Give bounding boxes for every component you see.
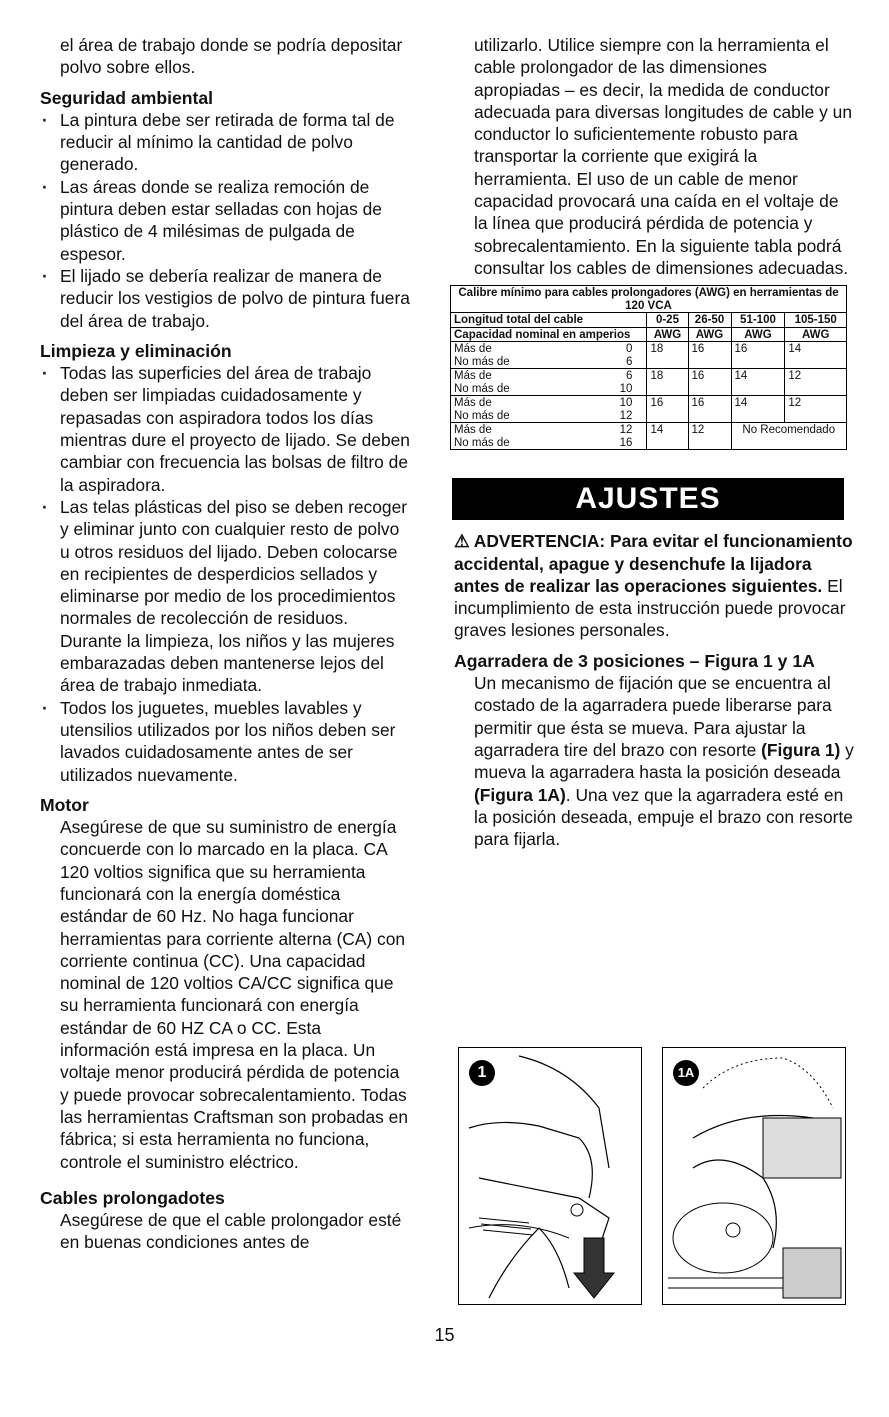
list-item: · Todas las superficies del área de trabajo deben ser limpiadas cuidadosamente y repasadas con aspiradora todos los días mientras dure el proyecto de lijado. Se deben cambiar con frecuencia las bolsas de filtro de la aspiradora.	[40, 362, 410, 496]
list-item: · Las telas plásticas del piso se deben recoger y eliminar junto con cualquier resto de polvo u otros residuos del lijado. Deben colocarse en recipientes de desperdicios sellados y eliminarse por medio de los procedimientos normales de recolección de residuos. Durante la limpieza, los niños y las mujeres embarazadas deben mantenerse lejos del área de trabajo inmediata.	[40, 496, 410, 697]
table-cell: 16	[688, 369, 731, 396]
table-cell: Más de	[454, 370, 492, 383]
table-cell: 14	[731, 396, 785, 423]
table-cell: 0	[626, 343, 633, 356]
table-header-cell: Capacidad nominal en amperios	[451, 327, 647, 342]
cables-text: Asegúrese de que el cable prolongador esté en buenas condiciones antes de	[60, 1210, 402, 1253]
figure-1a-badge: 1A	[673, 1060, 699, 1086]
cable-gauge-table	[450, 285, 847, 450]
table-cell: 18	[647, 369, 688, 396]
right-intro: utilizarlo. Utilice siempre con la herramienta el cable prolongador de las dimensiones apropiadas – es decir, la medida de conductor adecuada para diversas longitudes de cable y un conductor lo suficientemente robusto para transportar la corriente que exigirá la herramienta. El uso de un cable de menor capacidad provocará una caída en el voltaje de la línea que producirá pérdida de potencia y sobrecalentamiento. En la siguiente tabla podrá consultar los cables de dimensiones adecuadas.	[474, 35, 853, 278]
warning-icon: ⚠	[454, 531, 474, 552]
section-title: Motor	[40, 794, 89, 815]
figure-ref: (Figura 1A)	[474, 784, 566, 805]
table-cell: 14	[785, 342, 847, 369]
warning-text-bold: ADVERTENCIA: Para evitar el funcionamiento accidental, apague y desenchufe la lijadora antes de realizar las operaciones siguientes.	[454, 531, 853, 596]
text-run: y mueva la agarradera hasta la posición deseada	[474, 739, 854, 783]
table-row	[451, 396, 847, 423]
figure-1	[458, 1047, 642, 1305]
table-header-cell: Longitud total del cable	[451, 313, 647, 328]
table-caption: Calibre mínimo para cables prolongadores (AWG) en herramientas de 120 VCA	[451, 286, 847, 313]
table-cell: 12	[785, 396, 847, 423]
table-cell: 14	[647, 423, 688, 450]
table-cell: 10	[619, 382, 633, 395]
table-cell: No más de	[454, 355, 510, 368]
warning-block	[454, 530, 854, 641]
table-cell: Más de	[454, 343, 492, 356]
sander-handle-illustration	[459, 1048, 641, 1304]
bullet-list	[40, 109, 410, 332]
table-cell: 6	[626, 355, 633, 368]
table-header-cell: AWG	[731, 327, 785, 342]
section-title: Agarradera de 3 posiciones – Figura 1 y 1A	[454, 650, 815, 671]
table-header-cell: AWG	[647, 327, 688, 342]
list-item: · La pintura debe ser retirada de forma tal de reducir al mínimo la cantidad de polvo generado.	[40, 109, 410, 176]
figures	[458, 1047, 844, 1305]
table-cell: 18	[647, 342, 688, 369]
table-cell: 12	[619, 409, 633, 422]
warning-text: El incumplimiento de esta instrucción puede provocar graves lesiones personales.	[454, 575, 846, 641]
left-intro: el área de trabajo donde se podría depositar polvo sobre ellos.	[60, 35, 403, 78]
table-header-cell: AWG	[688, 327, 731, 342]
table-cell: No más de	[454, 382, 510, 395]
handle-text	[454, 672, 854, 850]
list-item: · El lijado se debería realizar de manera de reducir los vestigios de polvo de pintura fuera del área de trabajo.	[40, 265, 410, 332]
table-row	[451, 342, 847, 369]
bullet-list	[40, 362, 410, 786]
table-cell: Más de	[454, 397, 492, 410]
table-cell: 12	[785, 369, 847, 396]
section-title: Cables prolongadotes	[40, 1187, 225, 1208]
table-cell: No más de	[454, 409, 510, 422]
table-cell: 16	[688, 342, 731, 369]
table-row	[451, 369, 847, 396]
table-cell: 14	[731, 369, 785, 396]
figure-1a	[662, 1047, 846, 1305]
section-title: Limpieza y eliminación	[40, 340, 232, 361]
table-cell: Más de	[454, 424, 492, 437]
section-title: Seguridad ambiental	[40, 87, 214, 108]
list-item: · Todos los juguetes, muebles lavables y utensilios utilizados por los niños deben ser lavados cuidadosamente antes de ser utilizados nuevamente.	[40, 697, 410, 786]
left-column	[40, 34, 410, 1254]
table-cell: No Recomendado	[731, 423, 846, 450]
table-header-cell: 26-50	[688, 313, 731, 328]
table-cell: 16	[647, 396, 688, 423]
table-cell: 6	[626, 370, 633, 383]
table-cell: 16	[619, 436, 633, 449]
table-cell: 16	[731, 342, 785, 369]
right-column	[454, 34, 854, 850]
figure-ref: (Figura 1)	[761, 739, 841, 760]
table-cell: 12	[688, 423, 731, 450]
figure-1-badge: 1	[469, 1060, 495, 1086]
page-number: 15	[434, 1325, 455, 1345]
table-row	[451, 423, 847, 450]
text-run: . Una vez que la agarradera esté en la posición deseada, empuje el brazo con resorte para fijarla.	[474, 784, 853, 850]
table-header-cell: 0-25	[647, 313, 688, 328]
text-run: Un mecanismo de fijación que se encuentra al costado de la agarradera puede liberarse para permitir que ésta se mueva. Para ajustar la agarradera tire del brazo con resorte	[474, 673, 832, 760]
section-banner: AJUSTES	[452, 478, 844, 520]
list-item: · Las áreas donde se realiza remoción de pintura deben estar selladas con hojas de plástico de 4 milésimas de pulgada de espesor.	[40, 176, 410, 265]
motor-text: Asegúrese de que su suministro de energía concuerde con lo marcado en la placa. CA 120 voltios significa que su herramienta funcionará con la energía doméstica estándar de 60 Hz. No haga funcionar herramientas para corriente alterna (CA) con corriente continua (CC). Una capacidad nominal de 120 voltios CA/CC significa que su herramienta funcionará con energía estándar de 60 HZ CA o CC. Esta información está impresa en la placa. Un voltaje menor producirá pérdida de potencia y puede provocar sobrecalentamiento. Todas las herramientas Craftsman son probadas en fábrica; si esta herramienta no funciona, controle el suministro eléctrico.	[60, 817, 408, 1172]
table-cell: 10	[619, 397, 633, 410]
table-header-cell: 105-150	[785, 313, 847, 328]
table-cell: 12	[619, 424, 633, 437]
table-cell: No más de	[454, 436, 510, 449]
table-header-cell: 51-100	[731, 313, 785, 328]
sander-handle-position-illustration	[663, 1048, 845, 1304]
table-cell: 16	[688, 396, 731, 423]
table-header-cell: AWG	[785, 327, 847, 342]
